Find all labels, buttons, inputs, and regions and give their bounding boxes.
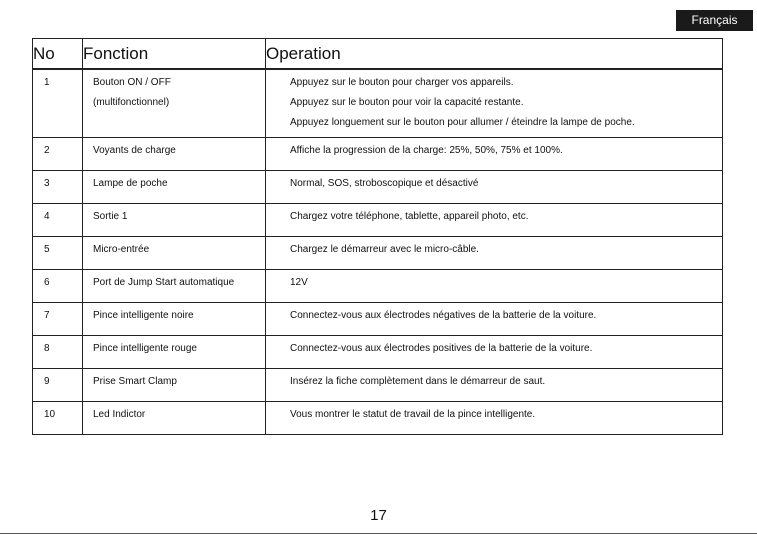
- cell-operation: [266, 171, 723, 204]
- row-number: 5: [44, 244, 50, 255]
- cell-operation: [266, 369, 723, 402]
- cell-no-lines: [33, 402, 82, 429]
- row-number: 7: [44, 310, 50, 321]
- table-header-row: [33, 39, 723, 70]
- operation-line: Connectez-vous aux électrodes positives de la batterie de la voiture.: [290, 343, 593, 354]
- cell-operation-lines: [266, 369, 722, 396]
- cell-function: [83, 336, 266, 369]
- table-row: [33, 69, 723, 138]
- cell-function-lines: [83, 402, 265, 429]
- cell-no-lines: [33, 70, 82, 97]
- function-line: Voyants de charge: [93, 145, 176, 156]
- cell-no-lines: [33, 204, 82, 231]
- cell-function-lines: [83, 270, 265, 297]
- operation-line: Chargez le démarreur avec le micro-câble.: [290, 244, 479, 255]
- spec-table: [32, 38, 723, 435]
- cell-function-lines: [83, 336, 265, 363]
- row-number: 6: [44, 277, 50, 288]
- cell-operation: [266, 69, 723, 138]
- table-row: [33, 237, 723, 270]
- operation-line: Appuyez sur le bouton pour charger vos appareils.: [290, 77, 514, 88]
- cell-function: [83, 237, 266, 270]
- cell-operation-lines: [266, 270, 722, 297]
- cell-no: [33, 138, 83, 171]
- cell-no-lines: [33, 303, 82, 330]
- cell-function: [83, 138, 266, 171]
- cell-function-lines: [83, 204, 265, 231]
- function-line: Led Indictor: [93, 409, 146, 420]
- cell-no-lines: [33, 336, 82, 363]
- function-line: Bouton ON / OFF: [93, 77, 171, 88]
- cell-no-lines: [33, 138, 82, 165]
- function-line: Port de Jump Start automatique: [93, 277, 235, 288]
- cell-function-lines: [83, 171, 265, 198]
- language-tab: Français: [676, 10, 753, 31]
- row-number: 2: [44, 145, 50, 156]
- cell-function-lines: [83, 70, 265, 117]
- cell-no: [33, 303, 83, 336]
- table-row: [33, 171, 723, 204]
- operation-line: Appuyez longuement sur le bouton pour allumer / éteindre la lampe de poche.: [290, 117, 635, 128]
- operation-line: Normal, SOS, stroboscopique et désactivé: [290, 178, 479, 189]
- table-row: [33, 336, 723, 369]
- cell-function: [83, 303, 266, 336]
- row-number: 9: [44, 376, 50, 387]
- cell-no: [33, 69, 83, 138]
- cell-operation: [266, 303, 723, 336]
- operation-line: Appuyez sur le bouton pour voir la capacité restante.: [290, 97, 524, 108]
- cell-operation-lines: [266, 402, 722, 429]
- function-line: Sortie 1: [93, 211, 128, 222]
- cell-operation-lines: [266, 237, 722, 264]
- operation-line: Affiche la progression de la charge: 25%, 50%, 75% et 100%.: [290, 145, 563, 156]
- cell-operation-lines: [266, 70, 722, 137]
- page-number: 17: [370, 507, 387, 524]
- cell-operation-lines: [266, 138, 722, 165]
- cell-operation: [266, 402, 723, 435]
- cell-operation: [266, 336, 723, 369]
- cell-operation: [266, 204, 723, 237]
- cell-operation: [266, 270, 723, 303]
- operation-line: Chargez votre téléphone, tablette, appareil photo, etc.: [290, 211, 529, 222]
- operation-line: 12V: [290, 277, 308, 288]
- function-line: Lampe de poche: [93, 178, 168, 189]
- table-row: [33, 303, 723, 336]
- row-number: 3: [44, 178, 50, 189]
- row-number: 1: [44, 77, 50, 88]
- cell-function: [83, 270, 266, 303]
- cell-no: [33, 237, 83, 270]
- cell-function: [83, 204, 266, 237]
- cell-function: [83, 402, 266, 435]
- cell-no: [33, 204, 83, 237]
- table-row: [33, 138, 723, 171]
- table-row: [33, 204, 723, 237]
- cell-function-lines: [83, 138, 265, 165]
- bottom-rule: [0, 533, 757, 534]
- cell-no-lines: [33, 237, 82, 264]
- cell-operation: [266, 237, 723, 270]
- cell-no-lines: [33, 270, 82, 297]
- cell-operation: [266, 138, 723, 171]
- header-no: No: [33, 39, 83, 70]
- row-number: 4: [44, 211, 50, 222]
- cell-function-lines: [83, 303, 265, 330]
- cell-function: [83, 69, 266, 138]
- cell-operation-lines: [266, 303, 722, 330]
- cell-function-lines: [83, 369, 265, 396]
- cell-function: [83, 171, 266, 204]
- header-operation: Operation: [266, 39, 723, 70]
- function-line: (multifonctionnel): [93, 97, 170, 108]
- cell-function: [83, 369, 266, 402]
- table-row: [33, 270, 723, 303]
- cell-operation-lines: [266, 204, 722, 231]
- function-line: Micro-entrée: [93, 244, 150, 255]
- cell-operation-lines: [266, 336, 722, 363]
- cell-no: [33, 369, 83, 402]
- cell-no: [33, 270, 83, 303]
- operation-line: Insérez la fiche complètement dans le démarreur de saut.: [290, 376, 546, 387]
- cell-no-lines: [33, 171, 82, 198]
- cell-no: [33, 171, 83, 204]
- row-number: 8: [44, 343, 50, 354]
- cell-operation-lines: [266, 171, 722, 198]
- cell-no: [33, 402, 83, 435]
- table-body: [33, 69, 723, 435]
- operation-line: Connectez-vous aux électrodes négatives de la batterie de la voiture.: [290, 310, 597, 321]
- cell-no-lines: [33, 369, 82, 396]
- cell-function-lines: [83, 237, 265, 264]
- function-line: Pince intelligente rouge: [93, 343, 197, 354]
- header-function: Fonction: [83, 39, 266, 70]
- row-number: 10: [44, 409, 56, 420]
- table-row: [33, 369, 723, 402]
- function-line: Prise Smart Clamp: [93, 376, 177, 387]
- cell-no: [33, 336, 83, 369]
- table-row: [33, 402, 723, 435]
- function-line: Pince intelligente noire: [93, 310, 194, 321]
- operation-line: Vous montrer le statut de travail de la pince intelligente.: [290, 409, 536, 420]
